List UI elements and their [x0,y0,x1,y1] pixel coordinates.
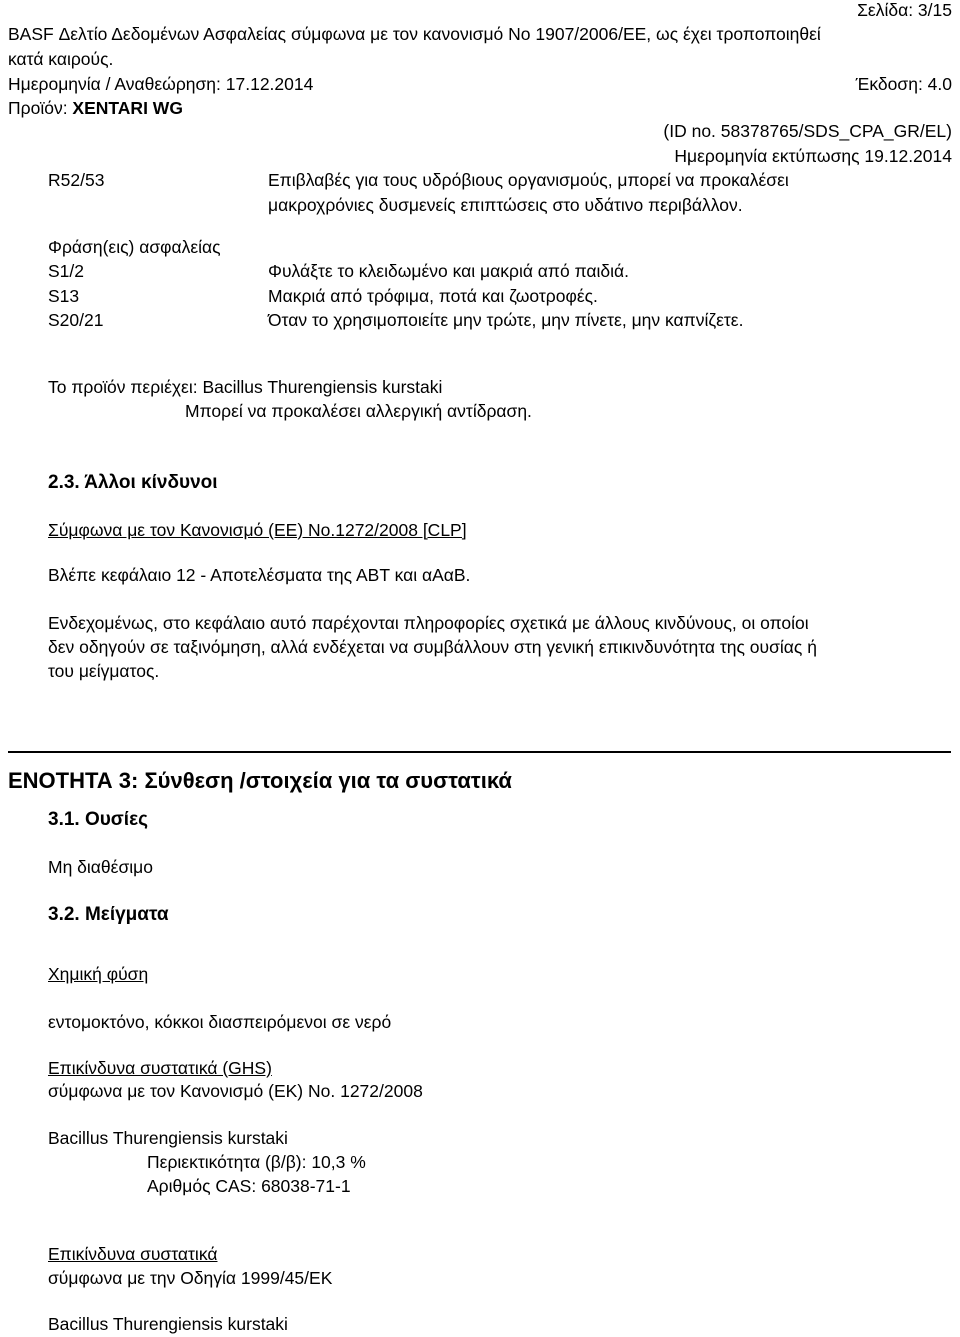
ghs-cas-number: Αριθμός CAS: 68038-71-1 [147,1176,351,1196]
product-line [8,98,183,119]
safety-heading: Φράση(εις) ασφαλείας [48,237,221,257]
directive-label: Επικίνδυνα συστατικά [48,1244,218,1264]
substances-value: Μη διαθέσιμο [48,857,153,877]
product-label: Προϊόν: [8,98,73,118]
contains-line2: Μπορεί να προκαλέσει αλλεργική αντίδραση. [185,401,532,421]
version: Έκδοση: 4.0 [855,74,952,94]
safety-text: Φυλάξτε το κλειδωμένο και μακριά από παιδιά. [268,261,630,281]
product-name: XENTARI WG [72,98,183,118]
directive-regulation: σύμφωνα με την Οδηγία 1999/45/ΕΚ [48,1268,333,1288]
directive-substance-name: Bacillus Thurengiensis kurstaki [48,1314,288,1334]
other-hazards-para-line1: Ενδεχομένως, στο κεφάλαιο αυτό παρέχονται πληροφορίες σχετικά με άλλους κινδύνους, οι οποίοι [48,613,809,633]
substances-title: 3.1. Ουσίες [48,809,148,830]
section-title: ΕΝΟΤΗΤΑ 3: Σύνθεση /στοιχεία για τα συστατικά [8,768,512,793]
other-hazards-title: 2.3. Άλλοι κίνδυνοι [48,472,218,493]
ghs-regulation: σύμφωνα με τον Κανονισμό (ΕΚ) Νο. 1272/2008 [48,1081,423,1101]
safety-code: S13 [48,286,80,306]
header-title-line2: κατά καιρούς. [8,49,114,69]
contains-line1: Το προϊόν περιέχει: Bacillus Thurengiensis kurstaki [48,377,443,397]
other-hazards-regulation: Σύμφωνα με τον Κανονισμό (ΕΕ) Νο.1272/2008 [CLP] [48,520,467,540]
other-hazards-para-line3: του μείγματος. [48,661,160,681]
sds-id: (ID no. 58378765/SDS_CPA_GR/EL) [663,121,952,141]
risk-code: R52/53 [48,170,105,190]
safety-code: S1/2 [48,261,84,281]
chem-nature-label: Χημική φύση [48,964,149,984]
section-divider [8,751,951,753]
safety-text: Όταν το χρησιμοποιείτε μην τρώτε, μην πίνετε, μην καπνίζετε. [268,310,744,330]
risk-text-line1: Επιβλαβές για τους υδρόβιους οργανισμούς, μπορεί να προκαλέσει [268,170,789,190]
revision-date: Ημερομηνία / Αναθεώρηση: 17.12.2014 [8,74,314,94]
ghs-content: Περιεκτικότητα (β/β): 10,3 % [147,1152,366,1172]
print-date: Ημερομηνία εκτύπωσης 19.12.2014 [674,146,952,166]
header-title-line1: BASF Δελτίο Δεδομένων Ασφαλείας σύμφωνα με τον κανονισμό Νο 1907/2006/ΕΕ, ως έχει τροποποιηθεί [8,24,821,44]
risk-text-line2: μακροχρόνιες δυσμενείς επιπτώσεις στο υδάτινο περιβάλλον. [268,195,743,215]
page-number: Σελίδα: 3/15 [857,0,952,20]
safety-code: S20/21 [48,310,104,330]
chem-nature-value: εντομοκτόνο, κόκκοι διασπειρόμενοι σε νερό [48,1012,392,1032]
mixtures-title: 3.2. Μείγματα [48,904,169,925]
see-chapter: Βλέπε κεφάλαιο 12 - Αποτελέσματα της ΑΒΤ και αΑαΒ. [48,565,471,585]
ghs-label: Επικίνδυνα συστατικά (GHS) [48,1058,272,1078]
safety-text: Μακριά από τρόφιμα, ποτά και ζωοτροφές. [268,286,598,306]
ghs-substance-name: Bacillus Thurengiensis kurstaki [48,1128,288,1148]
other-hazards-para-line2: δεν οδηγούν σε ταξινόμηση, αλλά ενδέχεται να συμβάλλουν στη γενική επικινδυνότητα της ουσίας ή [48,637,817,657]
